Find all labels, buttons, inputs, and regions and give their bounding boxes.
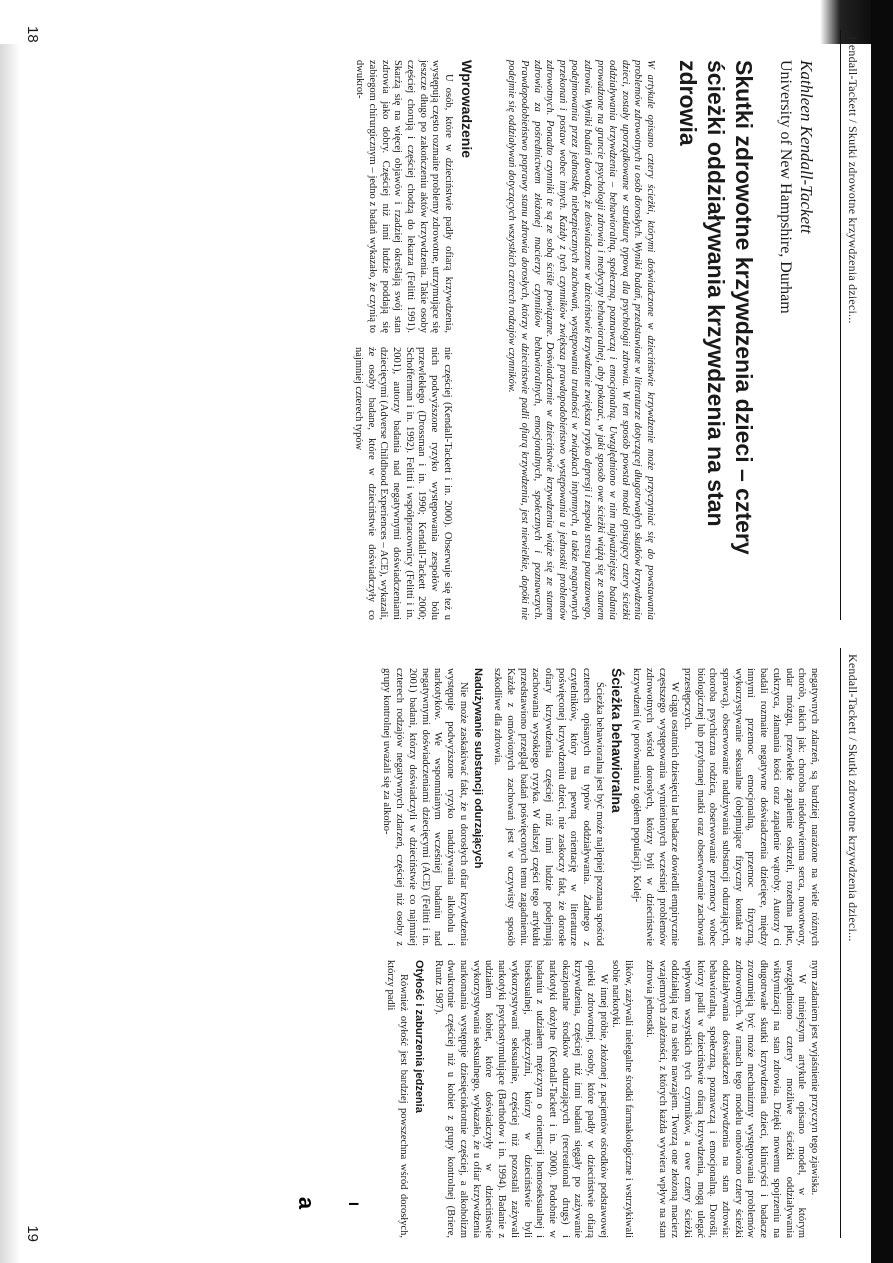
paragraph: Również otyłość jest bardziej powszechna wśród dorosłych, którzy padli: [385, 960, 410, 1238]
intro-heading: Wprowadzenie: [458, 60, 475, 159]
margin-mark-a: a: [294, 1196, 320, 1210]
page-number: 19: [24, 1225, 41, 1242]
paragraph: W innej próbie, złożonej z pacjentów ośrodków podstawowej opieki zdrowotnej, osoby, które padły w dzieciństwie ofiarą krzywdzenia, częściej niż inni badani sięgały po zażywanie okazjonalne środków odurzających (recreational drugs) i narkotyki dożylne (Kendall-Tackett i in. 2000). Podobnie w badaniu z udziałem mężczyzn o orientacji homoseksualnej i biseksualnej, mężczyźni, którzy w dzieciństwie byli wykorzystywani seksualnie, częściej niż pozostali zażywali narkotyki psychostymulujące (Bartholow i in. 1994). Badanie z udziałem kobiet, które doświadczyły w dzieciństwie wykorzystywania seksualnego, wykazało, że u ofiar krzywdzenia narkomania występuje dziesięciokrotnie częściej, a alkoholizm dwukrotnie częściej niż u kobiet z grupy kontrolnej (Briere, Runtz 1987).: [432, 960, 609, 1238]
page-number: 18: [24, 26, 41, 43]
intro-column-1: [351, 60, 479, 333]
paragraph: W ciągu ostatnich dziesięciu lat badacze dowiedli empirycznie częstszego występowania wymienionych wcześniej problemów zdrowotnych wśród dorosłych, którzy byli w dzieciństwie krzywdzeni (w porównaniu z ogółem populacji). Kolej-: [631, 668, 681, 946]
intro-paragraph-1: U osób, które w dzieciństwie padły ofiarą krzywdzenia, występują często rozmaite problemy zdrowotne, utrzymujące się jeszcze długo po zakończeniu aktów krzywdzenia. Takie osoby częściej chorują i częściej chodzą do lekarza (Felitti 1991). Skarżą się na więcej objawów i rzadziej określają swój stan zdrowia jako dobry. Częściej niż inni ludzie poddają się zabiegom chirurgicznym – jedno z badań wykazało, że czynią to dwukrot-: [354, 60, 455, 333]
page-18: [20, 22, 862, 628]
body-column-1: [380, 668, 820, 946]
author-affiliation: University of New Hampshire, Durham: [777, 60, 794, 314]
author-name: Kathleen Kendall-Tackett: [797, 60, 816, 234]
running-head: Kendall-Tackett / Skutki zdrowotne krzywdzenia dzieci...: [840, 30, 862, 620]
scan-left-shadow: [0, 0, 20, 1263]
subsection-heading-substances: Nadużywanie substancji odurzających: [472, 668, 485, 869]
intro-column-2: [351, 347, 479, 620]
subsection-heading-obesity: Otyłość i zaburzenia jedzenia: [412, 960, 425, 1113]
article-title: Skutki zdrowotne krzywdzenia dzieci – cztery ścieżki oddziaływania krzywdzenia na stan zdrowia: [675, 60, 757, 555]
intro-paragraph-2: nie częściej (Kendall-Tackett i in. 2000). Obserwuje się też u nich podwyższone ryzyko występowania zespołów bólu przewlekłego (Drossman i in. 1990; Kendall-Tackett 2000; Schofferman i in. 1992). Felitti i współpracownicy (Felitti i in. 2001), autorzy badania nad negatywnymi doświadczeniami dziecięcymi (Adverse Childhood Experiences – ACE), wykazali, że osoby badane, które w dzieciństwie doświadczyły co najmniej czterech typów: [352, 347, 453, 620]
paragraph: Ścieżka behawioralna jest być może najlepiej poznana spośród czterech opisanych tu typów oddziaływania. Żadnego z czytelników, który ma pewną orientację w literaturze poświęconej krzywdzeniu dzieci, nie zaskoczy fakt, że dorosłe ofiary krzywdzenia częściej niż inni ludzie podejmują zachowania wysokiego ryzyka. W dalszej części tego artykułu przedstawiono przegląd badań poświęconych temu zagadnieniu. Każde z omówionych zachowań jest w oczywisty sposób szkodliwe dla zdrowia.: [492, 668, 605, 946]
paragraph: negatywnych zdarzeń, są bardziej narażone na wiele różnych chorób, takich jak: choroba niedokrwienna serca, nowotwory, udar mózgu, przewlekłe zapalenie oskrzeli, rozedma płuc, cukrzyca, złamania kości oraz zapalenie wątroby. Autorzy ci badali rozmaite negatywne doświadczenia dziecięce, między innymi przemoc emocjonalną, przemoc fizyczną, wykorzystywanie seksualne (obejmujące fizyczny kontakt ze sprawcą), obserwowanie nadużywania substancji odurzających, choroba psychiczna rodzica, obserwowanie przemocy wobec biologicznej lub przybranej matki oraz obserwowanie zachowań przestępczych.: [681, 668, 820, 946]
abstract: W artykule opisano cztery ścieżki, którymi doświadczone w dzieciństwie krzywdzenie może przyczyniać się do powstawania problemów zdrowotnych u osób dorosłych. Wyniki badań, przedstawiane w literaturze dotyczącej długotrwałych skutków krzywdzenia dzieci, zostały uporządkowane w strukturę typową dla psychologii zdrowia. W ten sposób powstał model opisujący cztery ścieżki oddziaływania krzywdzenia – behawioralną, społeczną, poznawczą i emocjonalną. Uwzględniono w nim najważniejsze badania prowadzone na gruncie psychologii zdrowia i medycyny behawioralnej, aby pokazać, w jaki sposób owe ścieżki wiążą się ze stanem zdrowia. Wyniki badań dowodzą, że doświadczone w dzieciństwie krzywdzenie zwiększa ryzyko depresji i zespołu stresu pourazowego, podejmowania przez jednostkę niebezpiecznych zachowań, występowania trudności w związkach intymnych, a także negatywnych przekonań i postaw wobec innych. Każdy z tych czynników zwiększa prawdopodobieństwo występowania u jednostki problemów zdrowotnych. Ponadto czynniki te są ze sobą ściśle powiązane. Doświadczenie w dzieciństwie krzywdzenia wiąże się ze stanem zdrowia za pośrednictwem złożonej macierzy czynników behawioralnych, emocjonalnych, społecznych i poznawczych. Prawdopodobieństwo poprawy stanu zdrowia dorosłych, którzy w dzieciństwie padli ofiarą krzywdzenia, jest niewielkie, dopóki nie podejmie się oddziaływań dotyczących wszystkich czterech rodzajów czynników.: [506, 60, 656, 620]
page-19: [20, 640, 862, 1246]
paragraph: Nie może zaskakiwać fakt, że u dorosłych ofiar krzywdzenia występuje podwyższone ryzyko nadużywania alkoholu i narkotyków. We wspomnianym wcześniej badaniu nad negatywnymi doświadczeniami dziecięcymi (ACE) (Felitti i in. 2001) badani, którzy doświadczyli w dzieciństwie co najmniej czterech rodzajów negatywnych zdarzeń, częściej niż osoby z grupy kontrolnej uważali się za alkoho-: [381, 668, 469, 946]
body-column-2: [380, 960, 820, 1238]
paragraph: W niniejszym artykule opisano model, w którym uwzględniono cztery możliwe ścieżki oddziaływania wiktymizacji na stan zdrowia. Dzięki nowemu spojrzeniu na długotrwałe skutki krzywdzenia dzieci, klinicyści i badacze zrozumieją być może mechanizmy występowania problemów zdrowotnych. W ramach tego modelu omówiono cztery ścieżki oddziaływania doświadczeń krzywdzenia na stan zdrowia: behawioralną, społeczną, poznawczą i emocjonalną. Dorośli, którzy padli w dzieciństwie ofiarą krzywdzenia, mogą ulegać wpływom wszystkich tych czynników, a owe cztery ścieżki oddziałują też na siebie nawzajem. Tworzą one złożoną macierz wzajemnych zależności, z których każda wywiera wpływ na stan zdrowia jednostki.: [643, 960, 808, 1238]
running-head: Kendall-Tackett / Skutki zdrowotne krzywdzenia dzieci...: [840, 648, 862, 1238]
paragraph: nym zadaniem jest wyjaśnienie przyczyn tego zjawiska.: [809, 960, 820, 1196]
intro-columns: [351, 60, 479, 620]
paragraph: lików, zażywali nielegalne środki farmakologiczne i wstrzykiwali sobie narkotyki.: [610, 960, 635, 1238]
body-columns: [380, 668, 820, 1238]
margin-mark-bar: I: [345, 1202, 362, 1206]
scan-right-edge: [871, 0, 893, 1263]
section-heading-behavioral: Ścieżka behawioralna: [609, 668, 626, 813]
